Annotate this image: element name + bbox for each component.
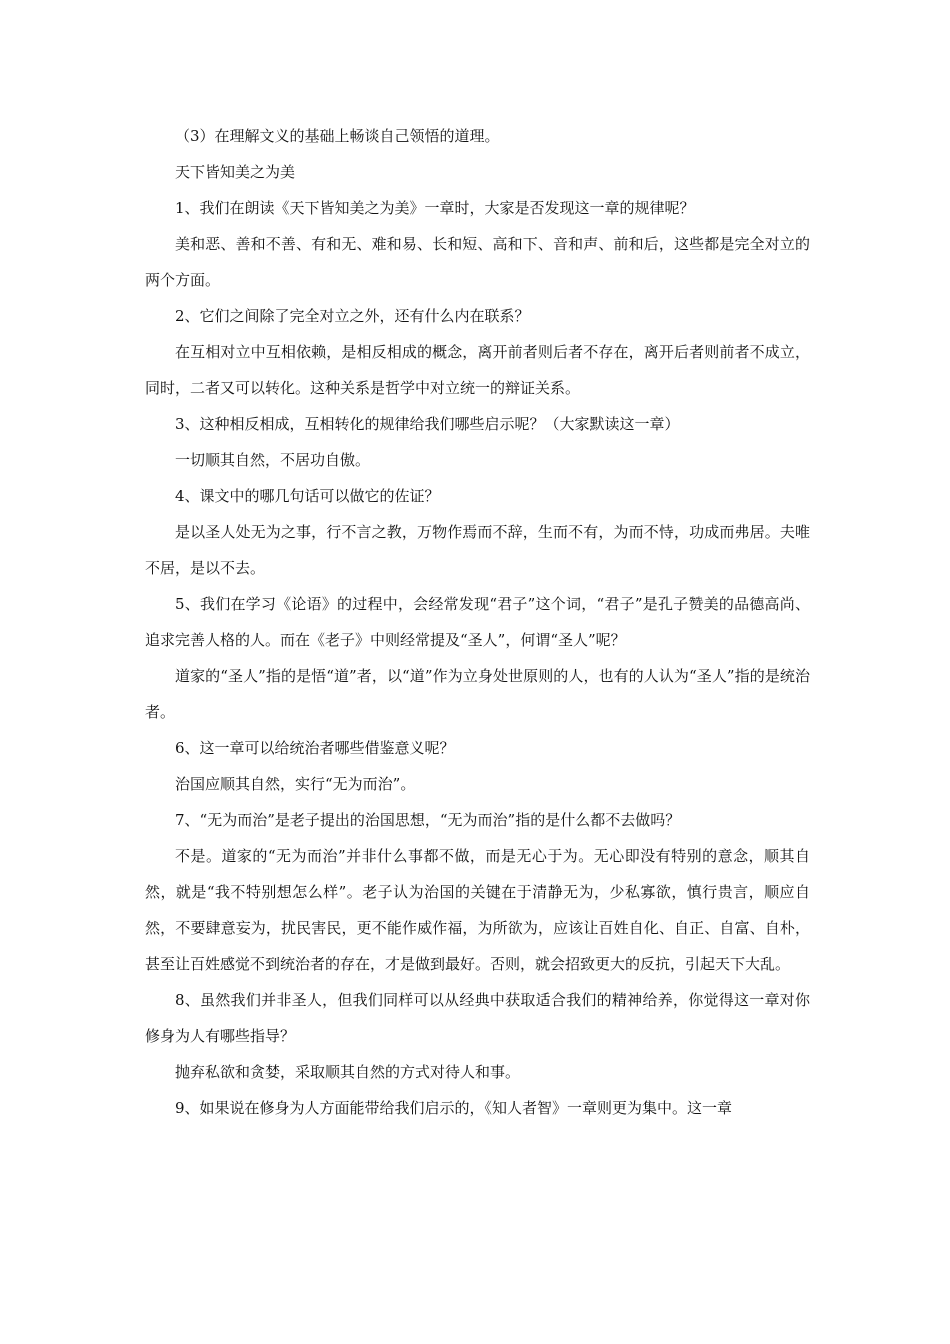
document-body: [145, 118, 810, 1126]
question-5: 5、我们在学习《论语》的过程中，会经常发现“君子”这个词，“君子”是孔子赞美的品德高尚、追求完善人格的人。而在《老子》中则经常提及“圣人”，何谓“圣人”呢？: [145, 595, 810, 649]
question-2: 2、它们之间除了完全对立之外，还有什么内在联系？: [175, 307, 530, 325]
answer-1: 美和恶、善和不善、有和无、难和易、长和短、高和下、音和声、前和后，这些都是完全对立的两个方面。: [145, 235, 810, 289]
answer-2: 在互相对立中互相依赖，是相反相成的概念，离开前者则后者不存在，离开后者则前者不成立，同时，二者又可以转化。这种关系是哲学中对立统一的辩证关系。: [145, 343, 810, 397]
answer-5: 道家的“圣人”指的是悟“道”者，以“道”作为立身处世原则的人，也有的人认为“圣人”指的是统治者。: [145, 667, 810, 721]
answer-7: 不是。道家的“无为而治”并非什么事都不做，而是无心于为。无心即没有特别的意念，顺其自然，就是“我不特别想怎么样”。老子认为治国的关键在于清静无为，少私寡欲，慎行贵言，顺应自然，不要肆意妄为，扰民害民，更不能作威作福，为所欲为，应该让百姓自化、自正、自富、自朴，甚至让百姓感觉不到统治者的存在，才是做到最好。否则，就会招致更大的反抗，引起天下大乱。: [145, 847, 810, 973]
question-3: 3、这种相反相成，互相转化的规律给我们哪些启示呢？（大家默读这一章）: [175, 415, 680, 433]
question-8: 8、虽然我们并非圣人，但我们同样可以从经典中获取适合我们的精神给养，你觉得这一章对你修身为人有哪些指导？: [145, 991, 810, 1045]
answer-8: 抛弃私欲和贪婪，采取顺其自然的方式对待人和事。: [175, 1063, 521, 1081]
question-9: 9、如果说在修身为人方面能带给我们启示的，《知人者智》一章则更为集中。这一章: [175, 1099, 733, 1117]
paragraph-task-3: （3）在理解文义的基础上畅谈自己领悟的道理。: [175, 127, 500, 145]
answer-6: 治国应顺其自然，实行“无为而治”。: [175, 775, 416, 793]
question-7: 7、“无为而治”是老子提出的治国思想，“无为而治”指的是什么都不去做吗？: [175, 811, 681, 829]
question-6: 6、这一章可以给统治者哪些借鉴意义呢？: [175, 739, 455, 757]
answer-4: 是以圣人处无为之事，行不言之教，万物作焉而不辞，生而不有，为而不恃，功成而弗居。夫唯不居，是以不去。: [145, 523, 810, 577]
section-heading: 天下皆知美之为美: [175, 163, 296, 181]
question-4: 4、课文中的哪几句话可以做它的佐证？: [175, 487, 440, 505]
question-1: 1、我们在朗读《天下皆知美之为美》一章时，大家是否发现这一章的规律呢？: [175, 199, 695, 217]
answer-3: 一切顺其自然，不居功自傲。: [175, 451, 371, 469]
